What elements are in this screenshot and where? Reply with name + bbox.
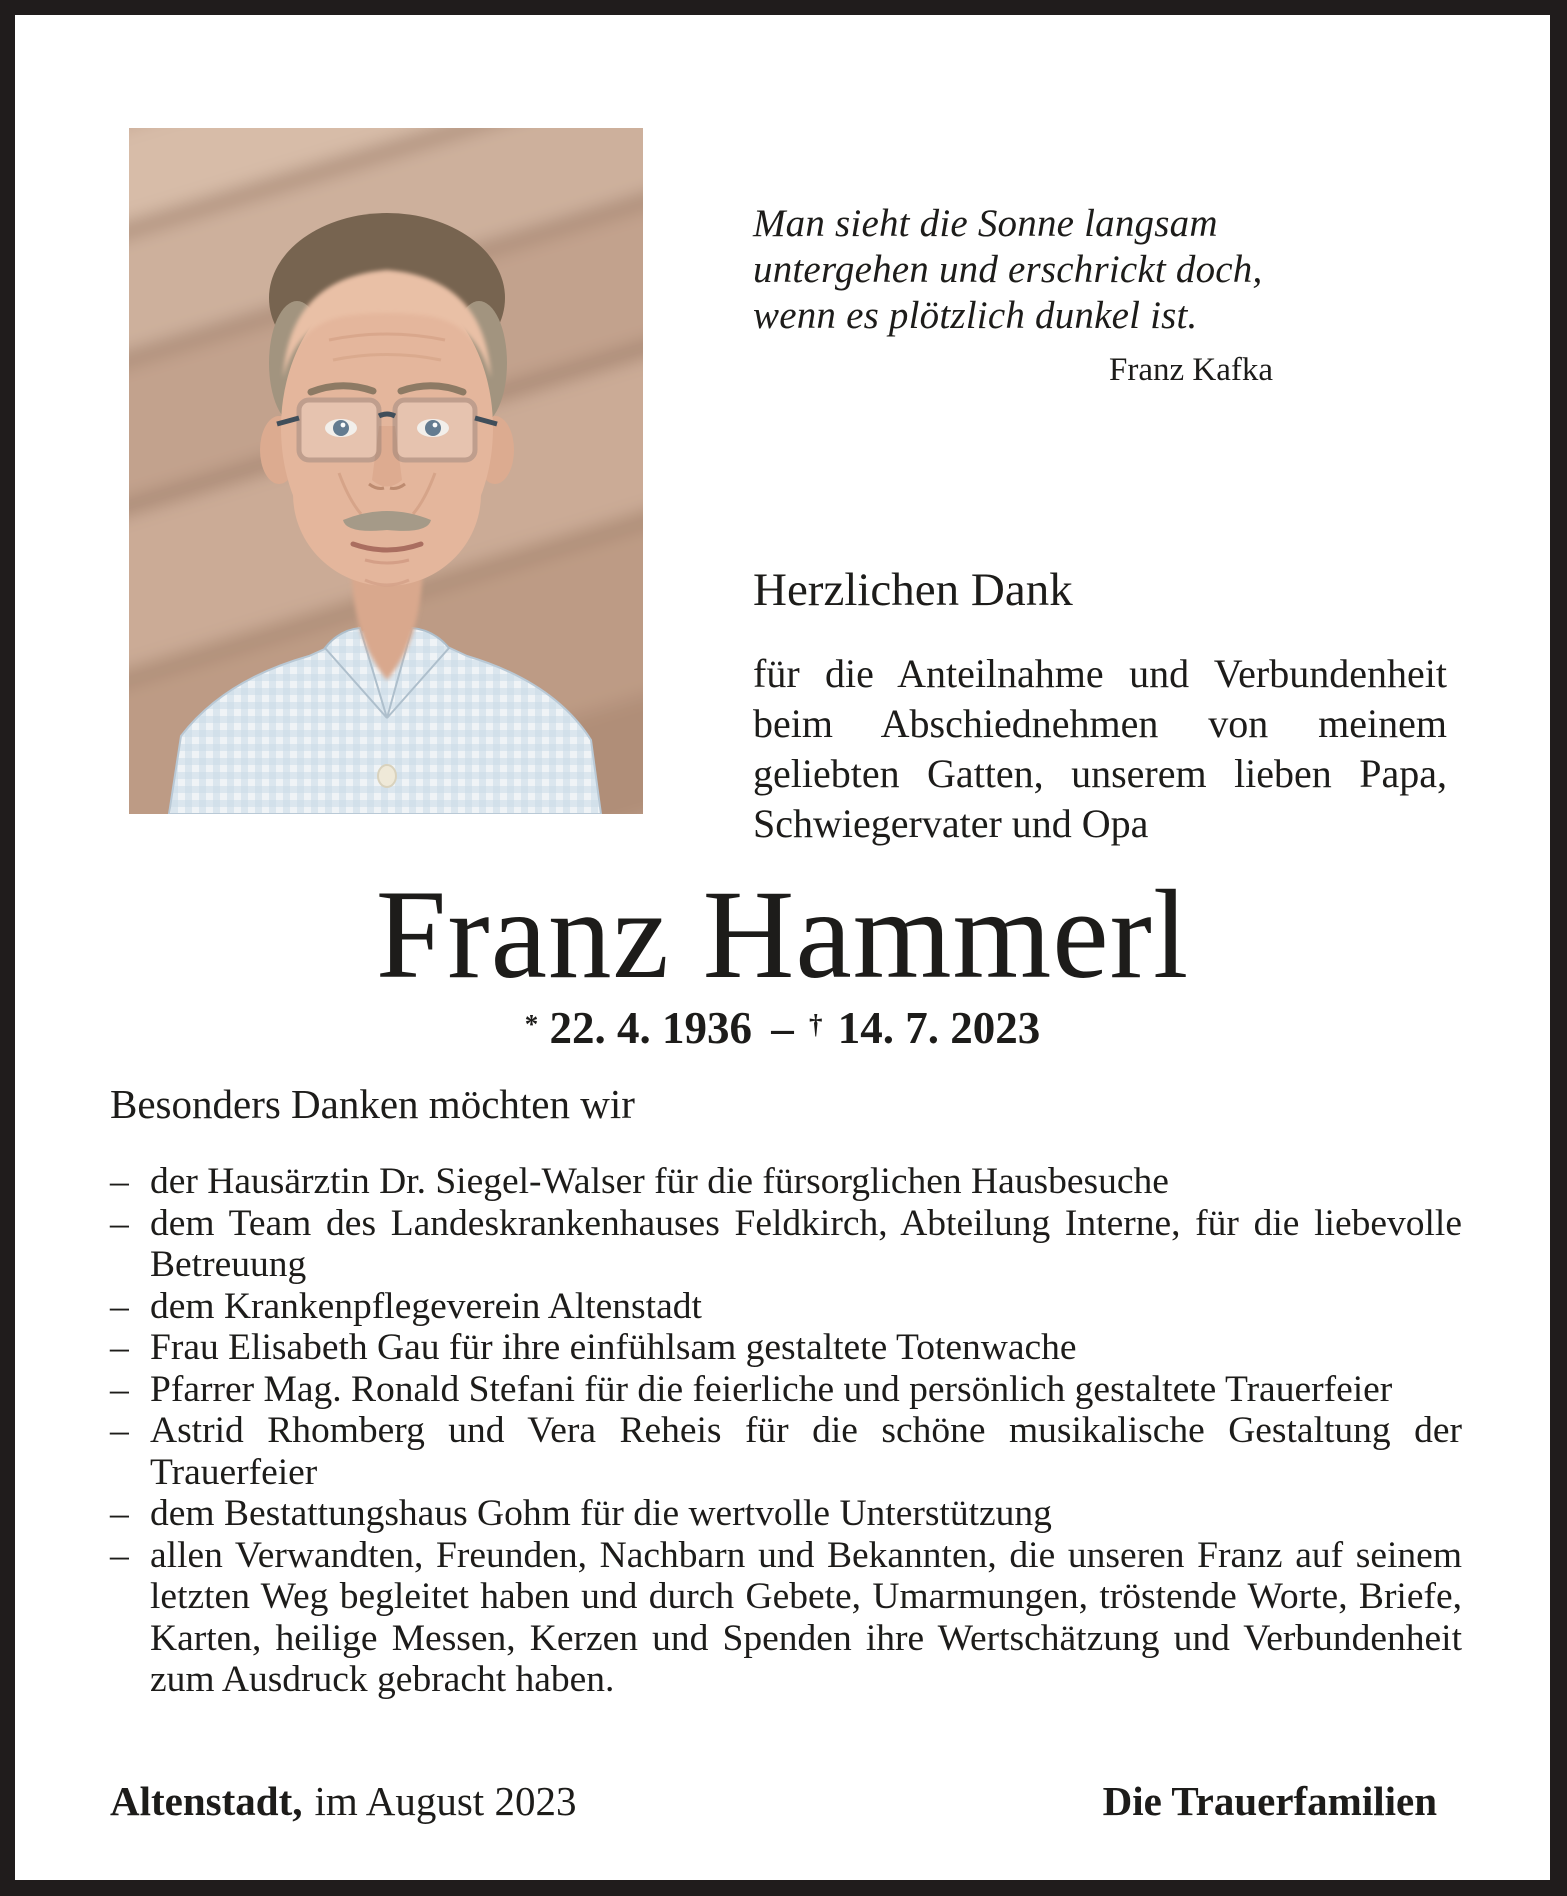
special-thanks-heading: Besonders Danken möchten wir <box>110 1081 635 1127</box>
list-dash: – <box>110 1161 129 1202</box>
special-thanks-item-text: Pfarrer Mag. Ronald Stefani für die feierliche und persönlich gestaltete Trauerfeier <box>150 1368 1393 1410</box>
special-thanks-item-text: dem Bestattungshaus Gohm für die wertvolle Unterstützung <box>150 1493 1052 1534</box>
list-dash: – <box>110 1534 129 1576</box>
notice-page <box>15 15 1550 1880</box>
special-thanks-item <box>110 1327 1462 1369</box>
quote-line: wenn es plötzlich dunkel ist. <box>753 294 1198 337</box>
footer-place-date <box>110 1777 576 1825</box>
list-dash: – <box>110 1410 129 1451</box>
footer-date: im August 2023 <box>314 1778 577 1824</box>
thanks-paragraph: für die Anteilnahme und Verbundenheit beim Abschiednehmen von meinem geliebten Gatten, unserem lieben Papa, Schwiegervater und Opa <box>753 651 1447 846</box>
special-thanks-item-text: Frau Elisabeth Gau für ihre einfühlsam gestaltete Totenwache <box>150 1327 1077 1368</box>
special-thanks-item <box>110 1535 1462 1701</box>
thanks-heading: Herzlichen Dank <box>753 564 1073 616</box>
life-dates <box>15 999 1550 1053</box>
death-date: 14. 7. 2023 <box>837 1003 1041 1053</box>
special-thanks-item <box>110 1493 1462 1535</box>
special-thanks-item <box>110 1410 1462 1493</box>
special-thanks-item <box>110 1369 1462 1411</box>
special-thanks-list <box>110 1161 1462 1701</box>
portrait-illustration <box>129 128 643 814</box>
list-dash: – <box>110 1285 129 1327</box>
quote-line: Man sieht die Sonne langsam <box>753 202 1218 245</box>
special-thanks-item-text: allen Verwandten, Freunden, Nachbarn und Bekannten, die unseren Franz auf seinem letzten Weg begleitet haben und durch Gebete, Umarmungen, tröstende Worte, Briefe, Karten, heilige Messen, Kerzen und Spenden ihre Wertschätzung und Verbundenheit zum Ausdruck gebracht haben. <box>150 1534 1462 1700</box>
portrait-photo <box>129 128 643 814</box>
special-thanks-item-text: der Hausärztin Dr. Siegel-Walser für die fürsorglichen Hausbesuche <box>150 1161 1169 1202</box>
quote-block <box>753 201 1287 389</box>
list-dash: – <box>110 1327 129 1368</box>
list-dash: – <box>110 1202 129 1244</box>
quote-attribution: Franz Kafka <box>1108 352 1273 388</box>
special-thanks-item <box>110 1161 1462 1203</box>
dates-separator: – <box>771 1003 794 1053</box>
list-dash: – <box>110 1493 129 1534</box>
birth-date: 22. 4. 1936 <box>549 1003 752 1053</box>
special-thanks-item <box>110 1203 1462 1286</box>
face <box>269 213 507 586</box>
deceased-name: Franz Hammerl <box>375 865 1190 1005</box>
list-dash: – <box>110 1368 129 1410</box>
birth-symbol: * <box>524 1009 539 1039</box>
special-thanks-item-text: Astrid Rhomberg und Vera Reheis für die schöne musikalische Gestaltung der Trauerfeier <box>150 1410 1462 1493</box>
footer-signature: Die Trauerfamilien <box>1102 1778 1437 1824</box>
special-thanks-item <box>110 1286 1462 1328</box>
special-thanks-item-text: dem Team des Landeskrankenhauses Feldkirch, Abteilung Interne, für die liebevolle Betreuung <box>150 1202 1462 1285</box>
quote-text <box>753 201 1287 339</box>
death-symbol: † <box>809 1009 823 1039</box>
footer-place: Altenstadt, <box>110 1778 303 1824</box>
quote-line: untergehen und erschrickt doch, <box>753 248 1263 291</box>
special-thanks-item-text: dem Krankenpflegeverein Altenstadt <box>150 1285 702 1327</box>
